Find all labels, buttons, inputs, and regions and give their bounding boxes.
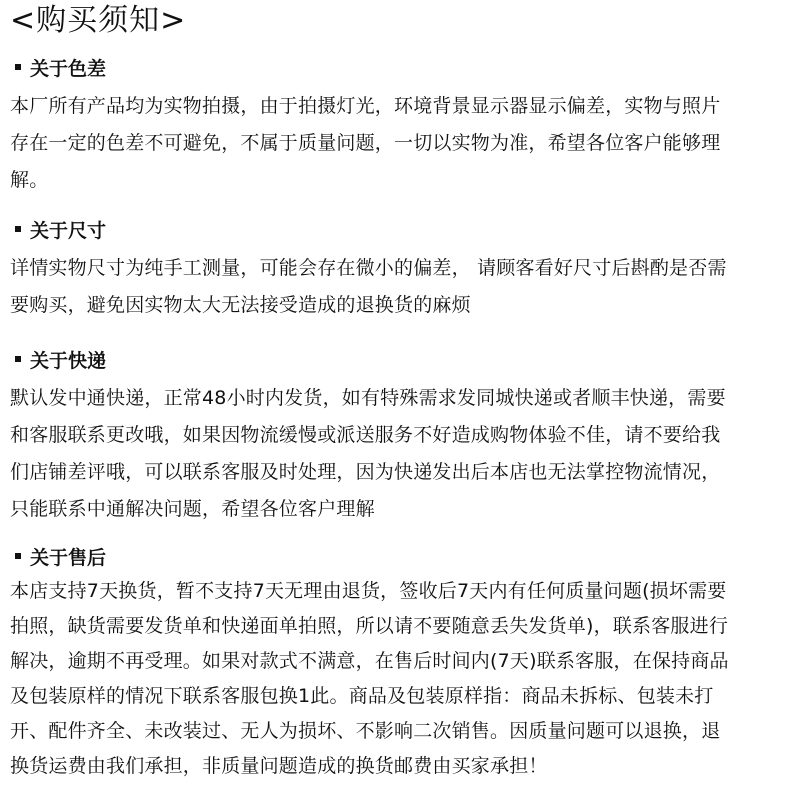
body-line: 解。 [10,169,49,191]
section-color-difference [10,52,796,199]
body-line: 及包装原样的情况下联系客服包换1此。商品及包装原样指：商品未拆标、包装未打 [10,685,714,707]
body-line: 本店支持7天换货，暂不支持7天无理由退货，签收后7天内有任何质量问题(损坏需要 [10,580,727,602]
body-line: 解决，逾期不再受理。如果对款式不满意，在售后时间内(7天)联系客服，在保持商品 [10,650,729,672]
body-line: 要购买，避免因实物太大无法接受造成的退换货的麻烦 [10,294,471,316]
body-line: 详情实物尺寸为纯手工测量，可能会存在微小的偏差， 请顾客看好尺寸后斟酌是否需 [10,257,727,279]
body-line: 和客服联系更改哦，如果因物流缓慢或派送服务不好造成购物体验不佳，请不要给我 [10,424,721,446]
body-line: 们店铺差评哦，可以联系客服及时处理，因为快递发出后本店也无法掌控物流情况， [10,461,721,483]
body-line: 存在一定的色差不可避免，不属于质量问题，一切以实物为准，希望各位客户能够理 [10,132,721,154]
section-body [10,88,796,199]
section-body [10,250,796,324]
section-heading [10,214,796,244]
body-line: 默认发中通快递，正常48小时内发货，如有特殊需求发同城快递或者顺丰快递，需要 [10,387,726,409]
section-heading-text: 关于尺寸 [30,219,107,242]
body-line: 换货运费由我们承担，非质量问题造成的换货邮费由买家承担！ [10,755,548,777]
section-heading [10,52,796,82]
section-size [10,214,796,324]
section-heading [10,344,796,374]
body-line: 只能联系中通解决问题，希望各位客户理解 [10,498,375,520]
bullet-icon [15,553,21,559]
body-line: 本厂所有产品均为实物拍摄，由于拍摄灯光，环境背景显示器显示偏差，实物与照片 [10,95,721,117]
section-heading [10,541,796,571]
bullet-icon [15,64,21,70]
page-title: <购买须知> [10,3,187,38]
section-body [10,574,796,784]
body-line: 拍照，缺货需要发货单和快递面单拍照，所以请不要随意丢失发货单)，联系客服进行 [10,615,729,637]
section-shipping [10,344,796,528]
body-line: 开、配件齐全、未改装过、无人为损坏、不影响二次销售。因质量问题可以退换，退 [10,720,721,742]
bullet-icon [15,356,21,362]
section-heading-text: 关于色差 [30,57,107,80]
section-heading-text: 关于快递 [30,349,107,372]
section-heading-text: 关于售后 [30,546,107,569]
bullet-icon [15,226,21,232]
section-after-sales [10,541,796,784]
section-body [10,380,796,528]
